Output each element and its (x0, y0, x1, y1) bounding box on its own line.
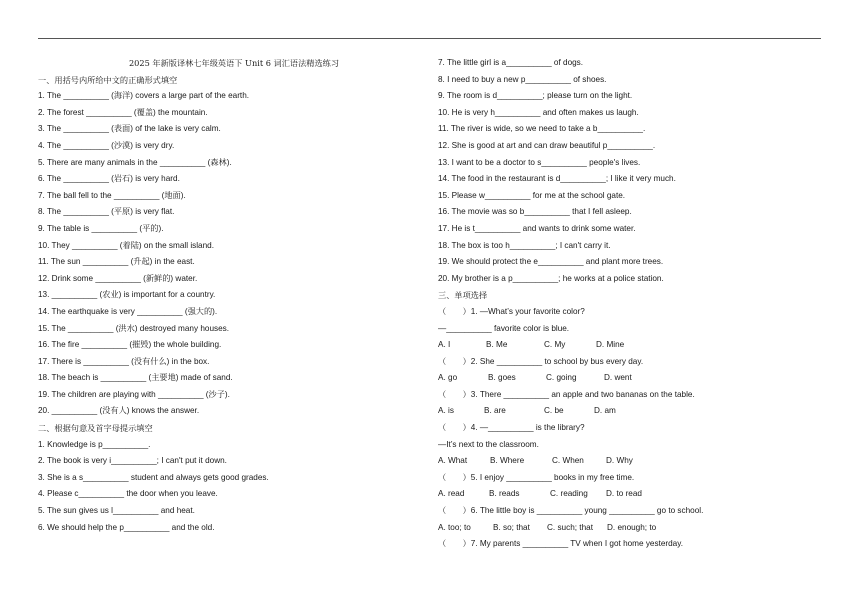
initial-letter-item: 15. Please w__________ for me at the school gate. (438, 190, 626, 200)
mc-option: A. What (438, 456, 468, 466)
mc-option: A. read (438, 489, 465, 499)
mc-option: C. such; that (547, 522, 593, 532)
fill-item: 12. Drink some __________ (新鲜的) water. (38, 273, 198, 283)
mc-options (438, 403, 838, 420)
mc-option: D. to read (606, 489, 642, 499)
mc-option: B. Where (490, 456, 525, 466)
mc-option: C. My (544, 340, 566, 350)
fill-item: 8. The __________ (平原) is very flat. (38, 207, 175, 217)
fill-item: 9. The table is __________ (平的). (38, 223, 164, 233)
mc-option: C. reading (550, 489, 588, 499)
initial-letter-item: 5. The sun gives us l__________ and heat. (38, 506, 195, 516)
mc-option: B. so; that (493, 522, 530, 532)
fill-item: 11. The sun __________ (升起) in the east. (38, 257, 195, 267)
fill-item: 19. The children are playing with __________ (沙子). (38, 389, 230, 399)
mc-option: C. be (544, 406, 564, 416)
left-column (38, 55, 430, 536)
mc-options (438, 486, 838, 503)
initial-letter-item: 9. The room is d__________; please turn on the light. (438, 91, 633, 101)
right-column (438, 55, 838, 553)
fill-item: 4. The __________ (沙漠) is very dry. (38, 140, 175, 150)
fill-item: 18. The beach is __________ (主要地) made of sand. (38, 373, 233, 383)
initial-letter-item: 11. The river is wide, so we need to take a b__________. (438, 124, 646, 134)
mc-options (438, 370, 838, 387)
fill-item: 13. __________ (农业) is important for a country. (38, 290, 216, 300)
mc-options (438, 337, 838, 354)
initial-letter-item: 18. The box is too h__________; I can't carry it. (438, 240, 611, 250)
fill-item: 6. The __________ (岩石) is very hard. (38, 174, 180, 184)
mc-option: D. enough; to (607, 522, 657, 532)
mc-question-stem: （ ）6. The little boy is __________ young __________ go to school. (438, 506, 704, 516)
fill-item: 2. The forest __________ (覆盖) the mountain. (38, 107, 208, 117)
mc-option: B. Me (486, 340, 508, 350)
initial-letter-item: 19. We should protect the e__________ and plant more trees. (438, 257, 664, 267)
initial-letter-item: 8. I need to buy a new p__________ of shoes. (438, 74, 607, 84)
mc-option: D. am (594, 406, 616, 416)
initial-letter-item: 16. The movie was so b__________ that I fell asleep. (438, 207, 632, 217)
initial-letter-item: 4. Please c__________ the door when you leave. (38, 489, 218, 499)
fill-item: 3. The __________ (表面) of the lake is very calm. (38, 124, 221, 134)
initial-letter-item: 7. The little girl is a__________ of dogs. (438, 58, 584, 67)
fill-item: 5. There are many animals in the __________ (森林). (38, 157, 232, 167)
mc-option: B. reads (489, 489, 520, 499)
mc-question-stem: （ ）2. She __________ to school by bus every day. (438, 356, 644, 366)
initial-letter-item: 6. We should help the p__________ and the old. (38, 522, 215, 532)
initial-letter-item: 1. Knowledge is p__________. (38, 439, 151, 449)
mc-option: D. Why (606, 456, 633, 466)
mc-option: D. Mine (596, 340, 625, 350)
fill-item: 15. The __________ (洪水) destroyed many houses. (38, 323, 230, 333)
initial-letter-item: 17. He is t__________ and wants to drink some water. (438, 223, 636, 233)
mc-options (438, 520, 838, 537)
section-2-heading: 二、根据句意及首字母提示填空 (38, 423, 153, 434)
initial-letter-item: 10. He is very h__________ and often makes us laugh. (438, 107, 639, 117)
mc-option: A. go (438, 373, 458, 383)
initial-letter-item: 2. The book is very i__________; I can't put it down. (38, 456, 227, 466)
section-1-heading: 一、用括号内所给中文的正确形式填空 (38, 74, 178, 85)
mc-option: B. goes (488, 373, 516, 383)
section-3-heading: 三、单项选择 (438, 290, 488, 301)
mc-option: A. too; to (438, 522, 471, 532)
page-title: 2025 年新版译林七年级英语下 Unit 6 词汇语法精选练习 (128, 58, 340, 68)
fill-item: 20. __________ (没有人) knows the answer. (38, 406, 200, 416)
initial-letter-item: 20. My brother is a p__________; he works at a police station. (438, 273, 664, 283)
initial-letter-item: 13. I want to be a doctor to s__________ people's lives. (438, 157, 641, 167)
mc-option: B. are (484, 406, 506, 416)
mc-option: C. When (552, 456, 584, 466)
fill-item: 17. There is __________ (没有什么) in the box. (38, 356, 210, 366)
mc-question-stem: （ ）3. There __________ an apple and two bananas on the table. (438, 389, 695, 399)
fill-item: 1. The __________ (海洋) covers a large part of the earth. (38, 91, 250, 101)
mc-question-stem: （ ）5. I enjoy __________ books in my free time. (438, 472, 635, 482)
top-rule (38, 38, 821, 39)
fill-item: 7. The ball fell to the __________ (地面). (38, 190, 186, 200)
fill-item: 16. The fire __________ (摧毁) the whole building. (38, 340, 222, 350)
fill-item: 10. They __________ (着陆) on the small island. (38, 240, 214, 250)
mc-option: C. going (546, 373, 577, 383)
mc-question-stem: （ ）1. —What’s your favorite color? (438, 306, 585, 316)
mc-option: D. went (604, 373, 632, 383)
initial-letter-item: 14. The food in the restaurant is d__________; I like it very much. (438, 174, 676, 184)
mc-question-stem: （ ）7. My parents __________ TV when I got home yesterday. (438, 539, 683, 549)
mc-question-stem: （ ）4. —__________ is the library? (438, 423, 585, 433)
mc-question-reply: —__________ favorite color is blue. (438, 323, 570, 333)
initial-letter-item: 12. She is good at art and can draw beautiful p__________. (438, 140, 656, 150)
mc-option: A. I (438, 340, 451, 350)
mc-options (438, 453, 838, 470)
mc-question-reply: —It’s next to the classroom. (438, 439, 539, 449)
mc-option: A. is (438, 406, 454, 416)
fill-item: 14. The earthquake is very __________ (强大的). (38, 306, 218, 316)
initial-letter-item: 3. She is a s__________ student and always gets good grades. (38, 472, 269, 482)
